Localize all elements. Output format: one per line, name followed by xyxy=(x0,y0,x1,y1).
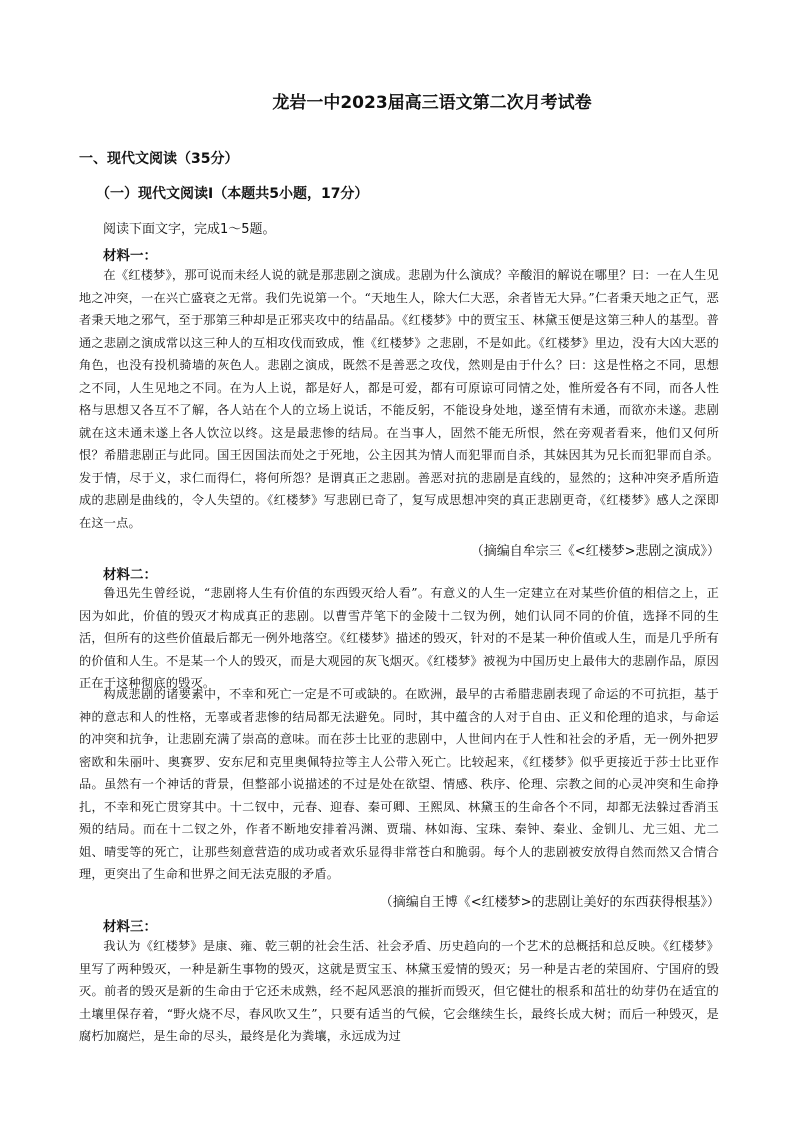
source-citation: （摘编自牟宗三《<红楼梦>悲剧之演成》） xyxy=(470,544,720,559)
material-label: 材料三： xyxy=(103,919,157,935)
subsection-heading: （一）现代文阅读Ⅰ（本题共5小题，17分） xyxy=(96,186,369,202)
source-citation: （摘编自王博《<红楼梦>的悲剧让美好的东西获得根基》） xyxy=(379,895,720,910)
material-paragraph: 鲁迅先生曾经说，“悲剧将人生有价值的东西毁灭给人看”。有意义的人生一定建立在对某些价值的相信之上，正因为如此，价值的毁灭才构成真正的悲剧。以曹雪芹笔下的金陵十二钗为例，她们认同不同的价值，选择不同的生活，但所有的这些价值最后都无一例外地落空。《红楼梦》描述的毁灭，针对的不是某一种价值或人生，而是几乎所有的价值和人生。不是某一个人的毁灭，而是大观园的灰飞烟灭。《红楼梦》被视为中国历史上最伟大的悲剧作品，原因正在于这种彻底的毁灭。 xyxy=(79,586,719,690)
section-heading: 一、现代文阅读（35分） xyxy=(79,151,239,167)
material-paragraph: 构成悲剧的诸要素中，不幸和死亡一定是不可或缺的。在欧洲，最早的古希腊悲剧表现了命运的不可抗拒，基于神的意志和人的性格，无辜或者悲惨的结局都无法避免。同时，其中蕴含的人对于自由、正义和伦理的追求，与命运的冲突和抗争，让悲剧充满了崇高的意味。而在莎士比亚的悲剧中，人世间内在于人性和社会的矛盾，无一例外把罗密欧和朱丽叶、奥赛罗、安东尼和克里奥佩特拉等主人公带入死亡。比较起来，《红楼梦》似乎更接近于莎士比亚作品。虽然有一个神话的背景，但整部小说描述的不过是处在欲望、情感、秩序、伦理、宗教之间的心灵冲突和生命挣扎，不幸和死亡贯穿其中。十二钗中，元春、迎春、秦可卿、王熙凤、林黛玉的生命各个不同，却都无法躲过香消玉殒的结局。而在十二钗之外，作者不断地安排着冯渊、贾瑞、林如海、宝珠、秦钟、秦业、金钏儿、尤三姐、尤二姐、晴雯等的死亡，让那些刻意营造的成功或者欢乐显得非常苍白和脆弱。每个人的悲剧被安放得自然而然又合情合理，更突出了生命和世界之间无法克服的矛盾。 xyxy=(79,687,719,881)
material-paragraph: 我认为《红楼梦》是康、雍、乾三朝的社会生活、社会矛盾、历史趋向的一个艺术的总概括和总反映。《红楼梦》里写了两种毁灭，一种是新生事物的毁灭，这就是贾宝玉、林黛玉爱情的毁灭；另一种是古老的荣国府、宁国府的毁灭。前者的毁灭是新的生命由于它还未成熟，经不起风恶浪的摧折而毁灭，但它健壮的根系和茁壮的幼芽仍在适宜的土壤里保存着，“野火烧不尽，春风吹又生”，只要有适当的气候，它会继续生长，最终长成大树；而后一种毁灭，是腐朽加腐烂，是生命的尽头，最终是化为粪壤，永远成为过 xyxy=(79,939,719,1043)
instruction-text: 阅读下面文字，完成1～5题。 xyxy=(103,222,276,237)
material-paragraph: 在《红楼梦》，那可说而未经人说的就是那悲剧之演成。悲剧为什么演成？辛酸泪的解说在哪里？曰：一在人生见地之冲突，一在兴亡盛衰之无常。我们先说第一个。“天地生人，除大仁大恶，余者皆无大异。”仁者秉天地之正气，恶者秉天地之邪气，至于那第三种却是正邪夹攻中的结晶品。《红楼梦》中的贾宝玉、林黛玉便是这第三种人的基型。普通之悲剧之演成常以这三种人的互相攻伐而致成，惟《红楼梦》之悲剧，不是如此。《红楼梦》里边，没有大凶大恶的角色，也没有投机骑墙的灰色人。悲剧之演成，既然不是善恶之攻伐，然则是由于什么？曰：这是性格之不同，思想之不同，人生见地之不同。在为人上说，都是好人，都是可爱，都有可原谅可同情之处，惟所爱各有不同，而各人性格与思想又各互不了解，各人站在个人的立场上说话，不能反躬，不能设身处地，遂至情有未通，而欲亦未遂。悲剧就在这未通未遂上各人饮泣以终。这是最悲惨的结局。在当事人，固然不能无所恨，然在旁观者看来，他们又何所恨？希腊悲剧正与此同。国王因国法而处之于死地，公主因其为情人而犯罪而自杀，其妹因其为兄长而犯罪而自杀。发于情，尽于义，求仁而得仁，将何所怨？是谓真正之悲剧。善恶对抗的悲剧是直线的，显然的；这种冲突矛盾所造成的悲剧是曲线的，令人失望的。《红楼梦》写悲剧已奇了，复写成思想冲突的真正悲剧更奇，《红楼梦》感人之深即在这一点。 xyxy=(79,268,719,530)
page-title: 龙岩一中2023届高三语文第二次月考试卷 xyxy=(272,93,592,113)
material-label: 材料二： xyxy=(103,567,157,583)
material-label: 材料一： xyxy=(103,248,157,264)
